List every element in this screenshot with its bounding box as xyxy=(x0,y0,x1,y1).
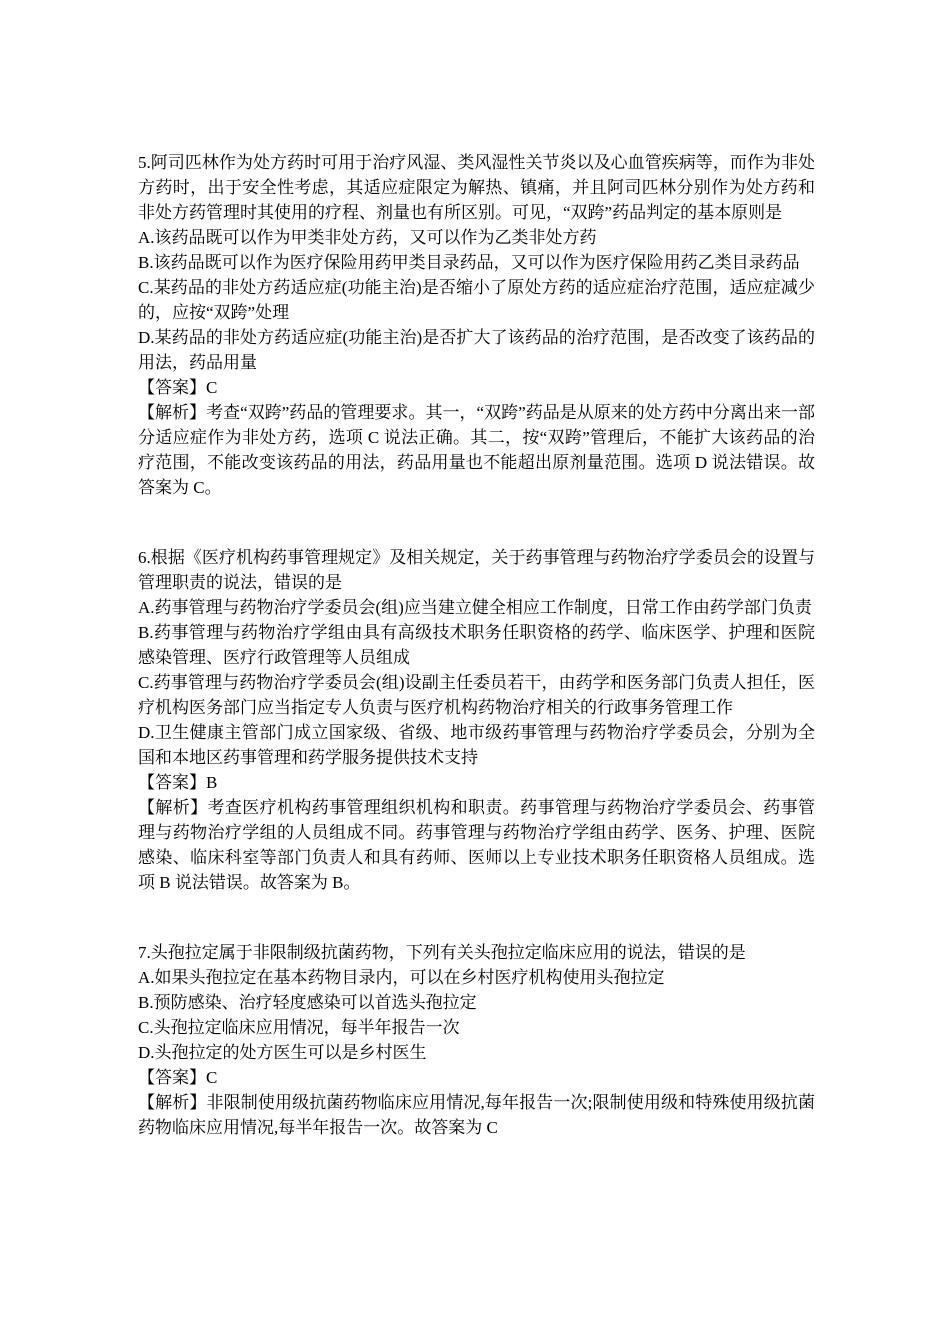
answer-value: B xyxy=(206,773,218,792)
option-c: C.头孢拉定临床应用情况，每半年报告一次 xyxy=(138,1018,460,1037)
answer-line xyxy=(138,770,815,795)
answer-label: 【答案】 xyxy=(138,1068,206,1087)
analysis-line xyxy=(138,400,815,500)
question-stem xyxy=(138,545,815,595)
option-d: D.卫生健康主管部门成立国家级、省级、地市级药事管理与药物治疗学委员会，分别为全国和本地区药事管理和药学服务提供技术支持 xyxy=(138,723,815,767)
analysis-label: 【解析】 xyxy=(138,403,207,422)
analysis-text: 考查“双跨”药品的管理要求。其一，“双跨”药品是从原来的处方药中分离出来一部分适应症作为非处方药，选项 C 说法正确。其二，按“双跨”管理后，不能扩大该药品的治疗范围，不能改变该药品的用法，药品用量也不能超出原剂量范围。选项 D 说法错误。故答案为 C。 xyxy=(138,403,816,497)
option-b: B.该药品既可以作为医疗保险用药甲类目录药品，又可以作为医疗保险用药乙类目录药品 xyxy=(138,253,800,272)
option-d: D.头孢拉定的处方医生可以是乡村医生 xyxy=(138,1043,427,1062)
analysis-line xyxy=(138,1090,815,1140)
question-number: 5. xyxy=(138,153,151,172)
question-stem xyxy=(138,150,815,225)
option-b: B.药事管理与药物治疗学组由具有高级技术职务任职资格的药学、临床医学、护理和医院感染管理、医疗行政管理等人员组成 xyxy=(138,623,815,667)
answer-label: 【答案】 xyxy=(138,378,206,397)
answer-value: C xyxy=(206,1068,218,1087)
analysis-text: 考查医疗机构药事管理组织机构和职责。药事管理与药物治疗学委员会、药事管理与药物治疗学组的人员组成不同。药事管理与药物治疗学组由药学、医务、护理、医院感染、临床科室等部门负责人和具有药师、医师以上专业技术职务任职资格人员组成。选项 B 说法错误。故答案为 B。 xyxy=(138,798,816,892)
document-content xyxy=(138,150,815,1140)
question-block-5 xyxy=(138,150,815,500)
option-b: B.预防感染、治疗轻度感染可以首选头孢拉定 xyxy=(138,993,477,1012)
option-a: A.如果头孢拉定在基本药物目录内，可以在乡村医疗机构使用头孢拉定 xyxy=(138,968,665,987)
question-stem-text: 阿司匹林作为处方药时可用于治疗风湿、类风湿性关节炎以及心血管疾病等，而作为非处方药时，出于安全性考虑，其适应症限定为解热、镇痛，并且阿司匹林分别作为处方药和非处方药管理时其使用的疗程、剂量也有所区别。可见，“双跨”药品判定的基本原则是 xyxy=(138,153,815,222)
answer-line xyxy=(138,375,815,400)
option-c: C.药事管理与药物治疗学委员会(组)设副主任委员若干，由药学和医务部门负责人担任，医疗机构医务部门应当指定专人负责与医疗机构药物治疗相关的行政事务管理工作 xyxy=(138,673,815,717)
question-block-6 xyxy=(138,545,815,895)
analysis-label: 【解析】 xyxy=(138,1093,207,1112)
option-a: A.药事管理与药物治疗学委员会(组)应当建立健全相应工作制度，日常工作由药学部门负责 xyxy=(138,598,812,617)
option-c: C.某药品的非处方药适应症(功能主治)是否缩小了原处方药的适应症治疗范围，适应症减少的，应按“双跨”处理 xyxy=(138,278,815,322)
question-number: 6. xyxy=(138,548,151,567)
answer-label: 【答案】 xyxy=(138,773,206,792)
question-stem-text: 头孢拉定属于非限制级抗菌药物，下列有关头孢拉定临床应用的说法，错误的是 xyxy=(150,943,746,962)
question-stem-text: 根据《医疗机构药事管理规定》及相关规定，关于药事管理与药物治疗学委员会的设置与管理职责的说法，错误的是 xyxy=(138,548,815,592)
option-a: A.该药品既可以作为甲类非处方药，又可以作为乙类非处方药 xyxy=(138,228,597,247)
analysis-label: 【解析】 xyxy=(138,798,208,817)
question-number: 7. xyxy=(138,943,151,962)
answer-line xyxy=(138,1065,815,1090)
analysis-line xyxy=(138,795,815,895)
analysis-text: 非限制使用级抗菌药物临床应用情况,每年报告一次;限制使用级和特殊使用级抗菌药物临床应用情况,每半年报告一次。故答案为 C xyxy=(138,1093,816,1137)
question-stem xyxy=(138,940,815,965)
question-block-7 xyxy=(138,940,815,1140)
answer-value: C xyxy=(206,378,218,397)
option-d: D.某药品的非处方药适应症(功能主治)是否扩大了该药品的治疗范围，是否改变了该药品的用法，药品用量 xyxy=(138,328,815,372)
